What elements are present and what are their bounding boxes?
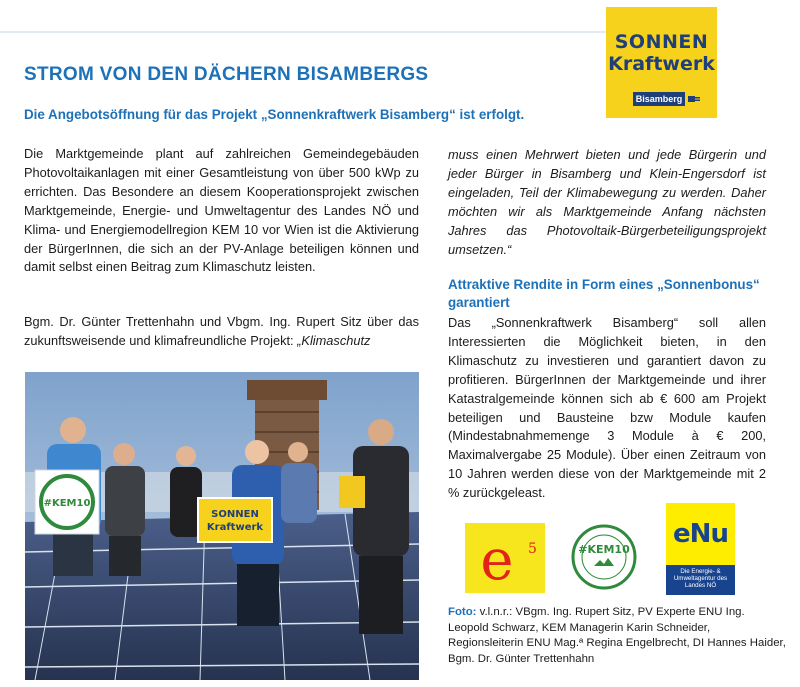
enu-logo <box>666 503 735 595</box>
section-heading-rendite: Attraktive Rendite in Form eines „Sonnenbonus“ garantiert <box>448 277 760 310</box>
group-photo <box>25 372 419 680</box>
photo-caption <box>448 605 788 667</box>
logo-line-kraftwerk: Kraftwerk <box>608 53 715 75</box>
photo-scene <box>25 372 419 680</box>
sonnen-sign <box>198 498 272 542</box>
e5-superscript: 5 <box>528 541 537 557</box>
paragraph-2-quote-start: „Klimaschutz <box>297 332 371 348</box>
kem10-logo-text: #KEM10 <box>578 543 630 556</box>
article-paragraph-1: Die Marktgemeinde plant auf zahlreichen Gemeindegebäuden Photovoltaikanlagen mit einer Gesamtleistung von über 500 kWp zu errichten. Das Besondere an diesem Kooperationsprojekt zwischen Marktgemeinde, Energie- und Umweltagentur des Landes NÖ und Klima- und Energiemodellregion KEM 10 vor Wien ist die Aktivierung der BürgerInnen, die sich an der PV-Anlage beteiligen können und damit selbst einen Beitrag zum Klimaschutz leisten. <box>24 146 419 275</box>
article-paragraph-3: Das „Sonnenkraftwerk Bisamberg“ soll allen Interessierten die Möglichkeit bieten, in den Klimaschutz zu investieren und garantiert davon zu profitieren. BürgerInnen der Marktgemeinde und ihrer Katastralgemeinde können sich ab € 600 am Projekt beteiligen und Bausteine bzw Module kaufen (Mindestabnahmemenge 3 Module à € 200, Maximalvergabe 25 Module). Über einen Zeitraum von 10 Jahren werden diese von der Marktgemeinde mit 2 % zurückgeleast. <box>448 315 766 501</box>
person-6 <box>353 419 409 634</box>
enu-logo-subtext: Die Energie- & Umweltagentur des Landes NÖ <box>673 568 728 590</box>
kem10-sign-text: #KEM10 <box>43 498 91 509</box>
article-paragraph-2 <box>24 313 419 351</box>
sonnen-sign-line1: SONNEN <box>211 509 259 520</box>
page-title: STROM VON DEN DÄCHERN BISAMBERGS <box>24 64 429 85</box>
paragraph-2-lead: Bgm. Dr. Günter Trettenhahn und Vbgm. Ing. Rupert Sitz über das zukunftsweisende und klimafreundliche Projekt: <box>24 314 419 348</box>
sonnen-sign-line2: Kraftwerk <box>206 522 264 533</box>
quote-continuation: muss einen Mehrwert bieten und jede Bürgerin und jeder Bürger in Bisamberg und Klein-Engersdorf ist eingeladen, Teil der Klimabewegung zu werden. Daher möchten wir als Marktgemeinde Anfang nächsten Jahres das Photovoltaik-Bürgerbeteiligungsprojekt umsetzen.“ <box>448 147 766 257</box>
e5-logo <box>465 523 545 593</box>
kem10-logo <box>570 522 638 592</box>
plug-icon <box>688 94 700 104</box>
e5-letter: e <box>480 528 514 593</box>
enu-logo-text: eNu <box>673 519 728 549</box>
header-divider <box>0 31 606 33</box>
article-subheadline: Die Angebotsöffnung für das Projekt „Sonnenkraftwerk Bisamberg“ ist erfolgt. <box>24 107 525 122</box>
yellow-folder <box>339 476 365 508</box>
logo-badge-bisamberg: Bisamberg <box>633 92 685 106</box>
sonnenkraftwerk-logo <box>606 7 717 118</box>
caption-label: Foto: <box>448 606 477 618</box>
kem10-sign <box>35 470 99 534</box>
logo-line-sonnen: SONNEN <box>614 31 709 53</box>
caption-text: v.l.n.r.: VBgm. Ing. Rupert Sitz, PV Experte ENU Ing. Leopold Schwarz, KEM Managerin Karin Schneider, Regionsleiterin ENU Mag.ª Regina Engelbrecht, DI Hannes Haider, Bgm. Dr. Günter Trettenhahn <box>448 606 786 665</box>
